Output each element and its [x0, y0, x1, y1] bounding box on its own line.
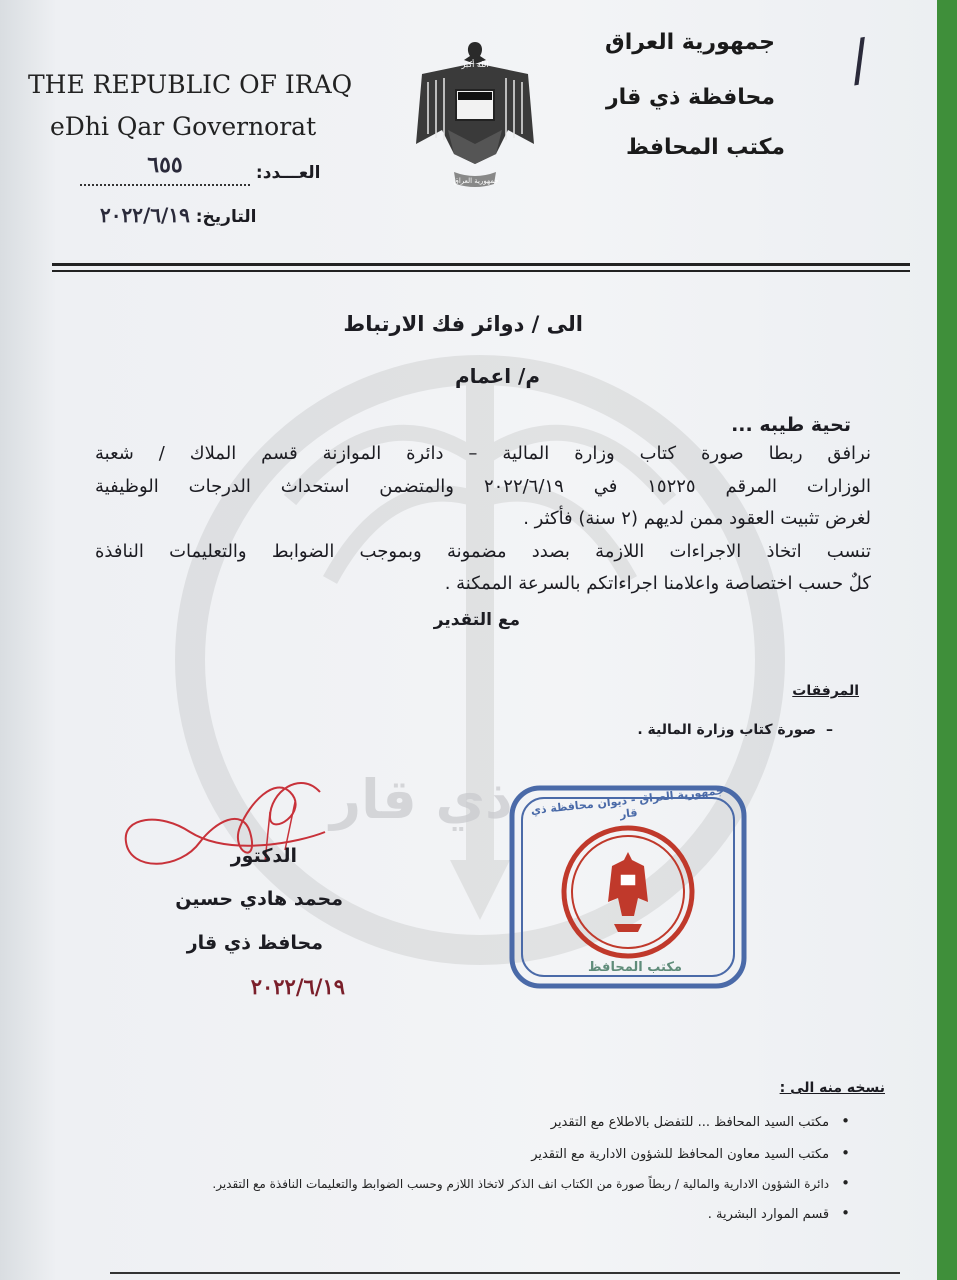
date-label: التاريخ: [195, 207, 257, 227]
arabic-governorate-title: محافظة ذي قار [605, 85, 775, 110]
recipient-line: الى / دوائر فك الارتباط [343, 312, 583, 336]
copy-item-4: • قسم الموارد البشرية . [708, 1204, 850, 1222]
subject-line: م/ اعمام [454, 364, 540, 388]
copy-item-1: • مكتب السيد المحافظ ... للتفضل بالاطلاع مع التقدير [551, 1112, 850, 1130]
greeting: تحية طيبه ... [731, 414, 851, 436]
body-line-1: نرافق ربطا صورة كتاب وزارة المالية – دائرة الموازنة قسم الملاك / شعبة [95, 443, 871, 464]
green-folder-edge [937, 0, 957, 1280]
date-value: ٢٠٢٢/٦/١٩ [100, 203, 190, 227]
header-divider [52, 263, 910, 266]
arabic-office-title: مكتب المحافظ [626, 135, 785, 160]
copies-label: نسخه منه الى : [779, 1080, 885, 1096]
english-governorate-title: eDhi Qar Governorat [50, 112, 317, 141]
reference-number [80, 152, 321, 186]
body-line-4: تنسب اتخاذ الاجراءات اللازمة بصدد مضمونة وبموجب الضوابط والتعليمات النافذة [95, 541, 871, 562]
watermark-text: ذي قار [330, 768, 513, 831]
body-line-5: كلٌ حسب اختصاصة واعلامنا اجراءاتكم بالسرعة الممكنة . [444, 573, 871, 594]
corner-mark: / [844, 26, 875, 95]
english-republic-title: THE REPUBLIC OF IRAQ [28, 70, 353, 99]
closing: مع التقدير [433, 610, 520, 630]
attachments-label: المرفقات [792, 683, 859, 699]
signatory-position: محافظ ذي قار [186, 932, 323, 954]
header-divider-secondary [52, 270, 910, 272]
attachment-item-text: صورة كتاب وزارة المالية . [637, 722, 816, 738]
attachment-item: –صورة كتاب وزارة المالية . [637, 722, 833, 738]
copy-item-3: • دائرة الشؤون الادارية والمالية / ربطاً صورة من الكتاب انف الذكر لاتخاذ اللازم وحسب الضوابط والتعليمات النافذة مع التقدير. [212, 1174, 850, 1192]
stamp-outer-text: جمهورية العراق - ديوان محافظة ذي قار [530, 783, 725, 821]
number-value: ٦٥٥ [147, 152, 183, 178]
copy-item-2: • مكتب السيد معاون المحافظ للشؤون الادارية مع التقدير [531, 1144, 850, 1162]
number-label: العـــدد: [255, 163, 321, 183]
eagle-emblem-icon [414, 34, 536, 194]
signatory-date: ٢٠٢٢/٦/١٩ [250, 974, 345, 999]
signatory-name: محمد هادي حسين [175, 888, 343, 910]
emblem-banner-text: الله أكبر [461, 60, 489, 69]
body-line-2: الوزارات المرقم ١٥٢٢٥ في ٢٠٢٢/٦/١٩ والمتضمن استحداث الدرجات الوظيفية [95, 476, 871, 497]
signature-scribble [120, 772, 330, 882]
footer-divider [110, 1272, 900, 1274]
document-date [100, 203, 257, 227]
arabic-republic-title: جمهورية العراق [605, 30, 775, 55]
emblem-ribbon-text: جمهورية العراق [453, 177, 499, 185]
signatory-title: الدكتور [230, 845, 297, 867]
stamp-bottom-text: مكتب المحافظ [588, 960, 682, 975]
body-line-3: لغرض تثبيت العقود ممن لديهم (٢ سنة) فأكثر . [523, 508, 871, 529]
